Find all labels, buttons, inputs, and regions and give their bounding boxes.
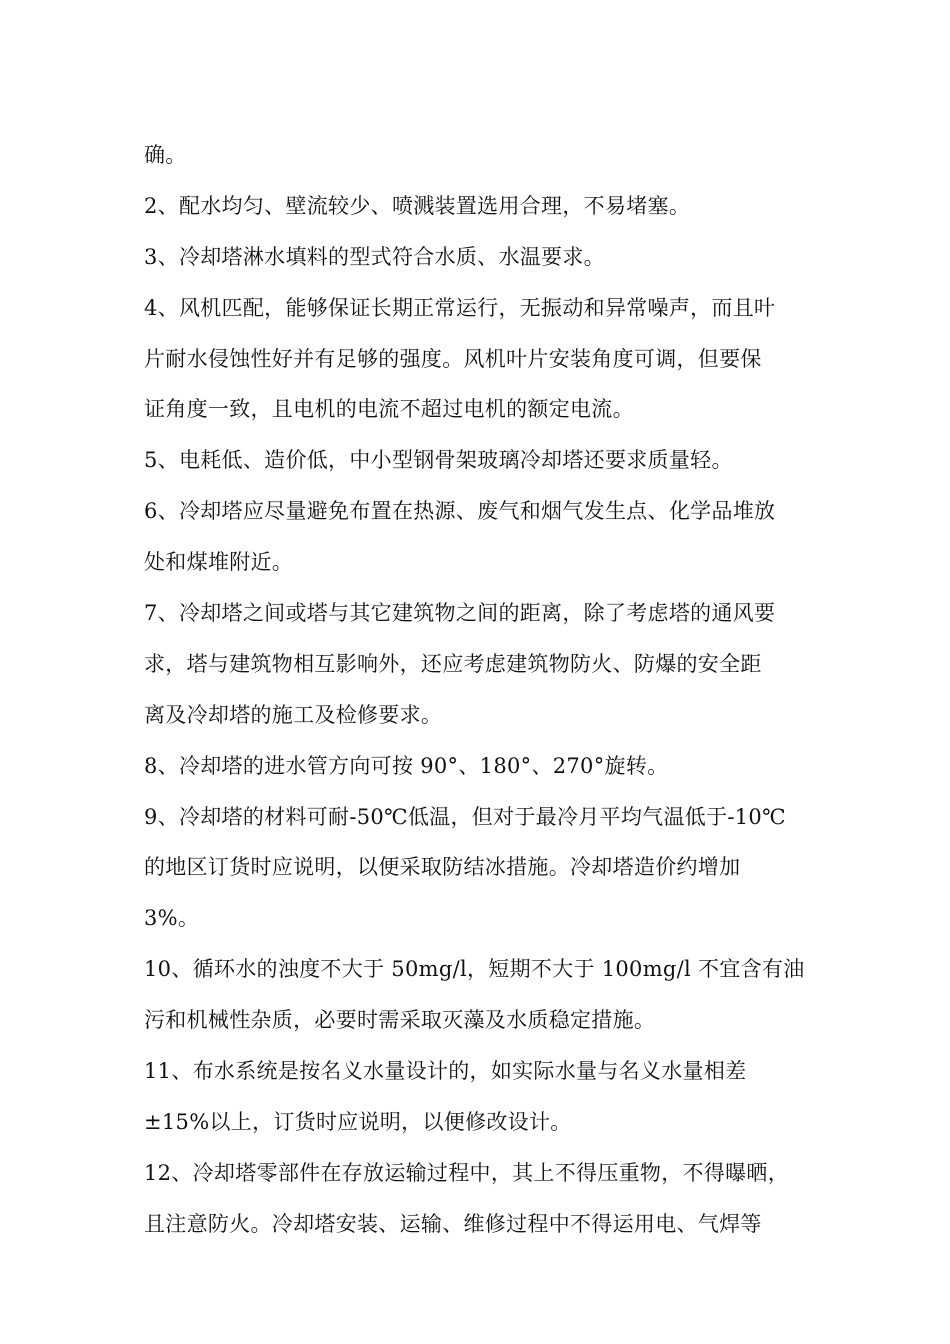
text-line: 3%。 <box>144 906 200 931</box>
text-line: 离及冷却塔的施工及检修要求。 <box>144 702 443 727</box>
text-line: 的地区订货时应说明，以便采取防结冰措施。冷却塔造价约增加 <box>144 855 741 880</box>
text-line: 7、冷却塔之间或塔与其它建筑物之间的距离，除了考虑塔的通风要 <box>144 601 776 626</box>
text-line: 求，塔与建筑物相互影响外，还应考虑建筑物防火、防爆的安全距 <box>144 651 762 676</box>
text-line: 且注意防火。冷却塔安装、运输、维修过程中不得运用电、气焊等 <box>144 1211 762 1236</box>
text-line: 9、冷却塔的材料可耐-50℃低温，但对于最冷月平均气温低于-10℃ <box>144 804 786 829</box>
text-line: 8、冷却塔的进水管方向可按 90°、180°、270°旋转。 <box>144 753 669 778</box>
text-line: 5、电耗低、造价低，中小型钢骨架玻璃冷却塔还要求质量轻。 <box>144 448 733 473</box>
text-line: 2、配水均匀、壁流较少、喷溅装置选用合理，不易堵塞。 <box>144 193 691 218</box>
text-line: 11、布水系统是按名义水量设计的，如实际水量与名义水量相差 <box>144 1059 747 1084</box>
text-line: 污和机械性杂质，必要时需采取灭藻及水质稳定措施。 <box>144 1008 656 1033</box>
text-line: 证角度一致，且电机的电流不超过电机的额定电流。 <box>144 397 634 422</box>
text-line: 4、风机匹配，能够保证长期正常运行，无振动和异常噪声，而且叶 <box>144 295 776 320</box>
text-line: 处和煤堆附近。 <box>144 550 294 575</box>
text-line: 3、冷却塔淋水填料的型式符合水质、水温要求。 <box>144 244 605 269</box>
text-line: ±15%以上，订货时应说明，以便修改设计。 <box>144 1109 572 1134</box>
text-line: 12、冷却塔零部件在存放运输过程中，其上不得压重物，不得曝晒， <box>144 1160 790 1185</box>
text-line: 片耐水侵蚀性好并有足够的强度。风机叶片安装角度可调，但要保 <box>144 346 762 371</box>
text-line: 10、循环水的浊度不大于 50mg/l，短期不大于 100mg/l 不宜含有油 <box>144 957 805 982</box>
text-line: 6、冷却塔应尽量避免布置在热源、废气和烟气发生点、化学品堆放 <box>144 499 776 524</box>
body-text <box>144 130 834 1250</box>
text-line: 确。 <box>144 143 187 167</box>
